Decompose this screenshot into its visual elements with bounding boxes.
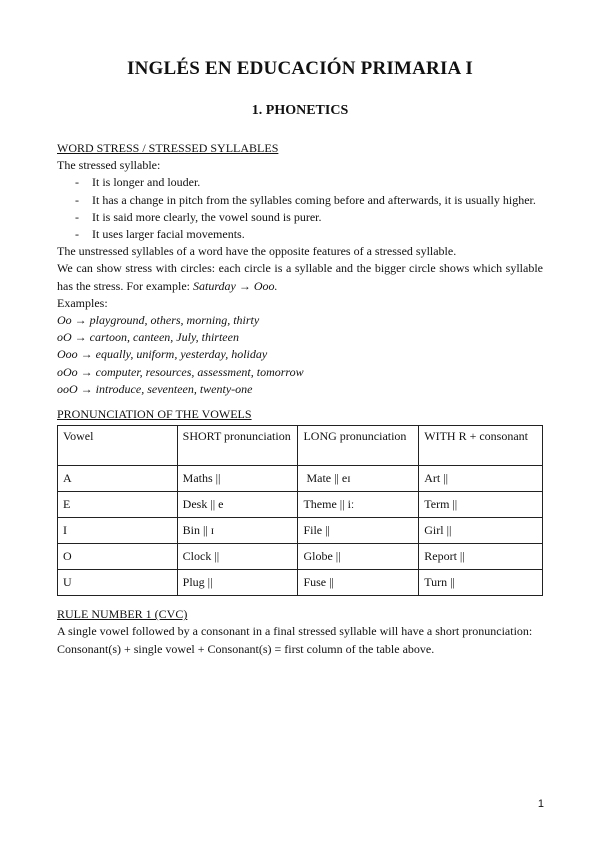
table-cell: Maths || <box>177 466 298 492</box>
table-cell: Bin || ɪ <box>177 518 298 544</box>
table-cell: Art || <box>419 466 543 492</box>
unstressed-paragraph: The unstressed syllables of a word have the opposite features of a stressed syllable. <box>57 244 457 259</box>
table-row <box>58 492 543 518</box>
table-cell: O <box>58 544 178 570</box>
bullet-item: - It is longer and louder. <box>57 174 543 191</box>
example-line: Oo → playground, others, morning, thirty <box>57 313 260 328</box>
table-cell: E <box>58 492 178 518</box>
vowels-heading: PRONUNCIATION OF THE VOWELS <box>57 407 252 422</box>
example-line: oOo → computer, resources, assessment, tomorrow <box>57 364 304 379</box>
document-body <box>57 140 543 658</box>
table-cell: Desk || e <box>177 492 298 518</box>
table-row <box>58 518 543 544</box>
column-header: WITH R + consonant <box>419 426 543 466</box>
bullet-item: - It has a change in pitch from the syllables coming before and afterwards, it is usually higher. <box>57 192 543 209</box>
table-cell: Fuse || <box>298 570 419 596</box>
table-cell: Globe || <box>298 544 419 570</box>
rule-formula: Consonant(s) + single vowel + Consonant(s) = first column of the table above. <box>57 641 435 656</box>
example-line: oO → cartoon, canteen, July, thirteen <box>57 330 239 345</box>
table-header-row <box>58 426 543 466</box>
table-row <box>58 570 543 596</box>
table-cell: U <box>58 570 178 596</box>
stress-intro: The stressed syllable: <box>57 158 161 173</box>
table-cell: Plug || <box>177 570 298 596</box>
column-header: Vowel <box>58 426 178 466</box>
table-row <box>58 544 543 570</box>
bullet-item: - It uses larger facial movements. <box>57 226 543 243</box>
examples-label: Examples: <box>57 295 108 310</box>
example-line: ooO → introduce, seventeen, twenty-one <box>57 381 253 396</box>
stress-bullet-list <box>57 174 543 243</box>
document-title: INGLÉS EN EDUCACIÓN PRIMARIA I <box>127 58 473 79</box>
table-cell: Clock || <box>177 544 298 570</box>
table-cell: Report || <box>419 544 543 570</box>
rule-text: A single vowel followed by a consonant in a final stressed syllable will have a short pronunciation: <box>57 624 533 639</box>
column-header: SHORT pronunciation <box>177 426 298 466</box>
circles-text: We can show stress with circles: each circle is a syllable and the bigger circle shows which syllable has the stress. For example: <box>57 261 543 293</box>
vowels-table <box>57 425 543 596</box>
table-row <box>58 466 543 492</box>
circles-example: Saturday → Ooo. <box>192 278 278 293</box>
circles-paragraph <box>57 260 543 294</box>
table-cell: A <box>58 466 178 492</box>
table-cell: Turn || <box>419 570 543 596</box>
bullet-item: - It is said more clearly, the vowel sound is purer. <box>57 209 543 226</box>
table-cell: File || <box>298 518 419 544</box>
column-header: LONG pronunciation <box>298 426 419 466</box>
example-line: Ooo → equally, uniform, yesterday, holiday <box>57 347 268 362</box>
stress-heading: WORD STRESS / STRESSED SYLLABLES <box>57 141 279 155</box>
table-cell: Term || <box>419 492 543 518</box>
table-cell: Theme || iː <box>298 492 419 518</box>
table-cell: Mate || eɪ <box>298 466 419 492</box>
section-title: 1. PHONETICS <box>251 103 349 118</box>
table-cell: I <box>58 518 178 544</box>
table-cell: Girl || <box>419 518 543 544</box>
rule-heading: RULE NUMBER 1 (CVC) <box>57 607 188 622</box>
page-number: 1 <box>537 798 544 810</box>
